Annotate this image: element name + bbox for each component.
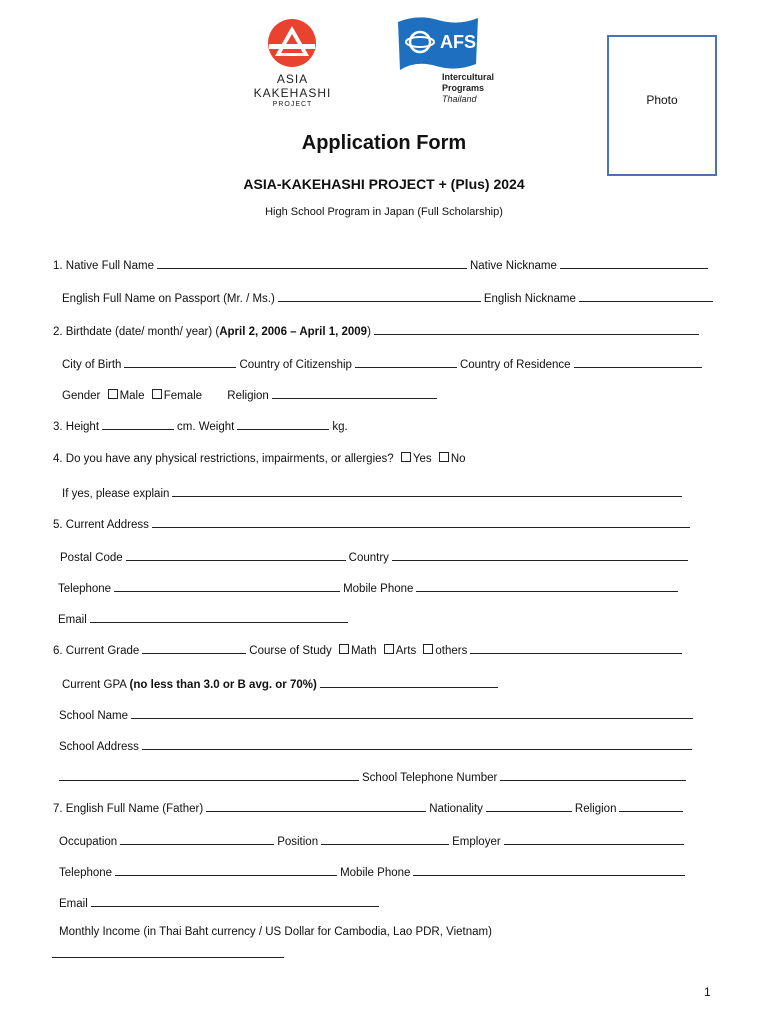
- country-citizenship-label: Country of Citizenship: [239, 359, 352, 371]
- postal-code-label: Postal Code: [60, 552, 123, 564]
- if-yes-field[interactable]: [172, 485, 682, 497]
- others-checkbox[interactable]: [423, 644, 433, 654]
- mobile-phone-field[interactable]: [416, 580, 678, 592]
- gender-label: Gender: [62, 390, 101, 402]
- current-gpa-label: Current GPA: [62, 679, 127, 691]
- female-label: Female: [163, 390, 203, 402]
- math-checkbox[interactable]: [339, 644, 349, 654]
- gpa-field[interactable]: [320, 676, 498, 688]
- father-mobile-phone-field[interactable]: [413, 864, 685, 876]
- page-subtitle: ASIA-KAKEHASHI PROJECT + (Plus) 2024: [243, 176, 525, 192]
- birthdate-range: April 2, 2006 – April 1, 2009: [219, 326, 368, 338]
- native-nickname-field[interactable]: [560, 257, 708, 269]
- row-height-weight: [53, 418, 348, 433]
- city-of-birth-label: City of Birth: [62, 359, 122, 371]
- weight-label: Weight: [198, 421, 235, 433]
- afs-logo-name: AFS: [440, 32, 476, 52]
- afs-logo-line3: Thailand: [442, 94, 477, 104]
- row-if-yes: [62, 485, 685, 500]
- row-birth-citizenship: [62, 356, 705, 371]
- religion-label: Religion: [227, 390, 269, 402]
- school-address-label: School Address: [59, 741, 139, 753]
- position-label: Position: [277, 836, 319, 848]
- row-gender-religion: [62, 387, 440, 402]
- row-monthly-income: [59, 926, 492, 938]
- school-address-field[interactable]: [142, 738, 692, 750]
- school-name-field[interactable]: [131, 707, 693, 719]
- father-religion-label: Religion: [574, 803, 617, 815]
- row-school-address: [59, 738, 695, 753]
- no-label: No: [450, 453, 466, 465]
- row-native-name: [53, 257, 711, 272]
- row-school-telephone: [59, 769, 689, 784]
- monthly-income-field[interactable]: [52, 957, 284, 958]
- program-description: High School Program in Japan (Full Scholarship): [265, 206, 503, 218]
- current-grade-field[interactable]: [142, 642, 246, 654]
- no-checkbox[interactable]: [439, 452, 449, 462]
- english-full-name-label: English Full Name on Passport (Mr. / Ms.): [62, 293, 275, 305]
- nationality-label: Nationality: [429, 803, 483, 815]
- asia-logo-line2: KAKEHASHI: [253, 86, 332, 100]
- page-title: Application Form: [301, 132, 467, 154]
- course-of-study-label: Course of Study: [249, 645, 332, 657]
- english-nickname-field[interactable]: [579, 290, 713, 302]
- row-current-address: [53, 516, 693, 531]
- religion-field[interactable]: [272, 387, 437, 399]
- father-name-label: 7. English Full Name (Father): [53, 803, 204, 815]
- school-telephone-label: School Telephone Number: [362, 772, 498, 784]
- afs-logo-line2: Programs: [442, 83, 485, 93]
- row-gpa: [62, 676, 501, 691]
- father-name-field[interactable]: [206, 800, 426, 812]
- father-email-label: Email: [59, 898, 88, 910]
- telephone-field[interactable]: [114, 580, 340, 592]
- gpa-note: (no less than 3.0 or B avg. or 70%): [129, 679, 317, 691]
- occupation-label: Occupation: [59, 836, 118, 848]
- row-grade-course: [53, 642, 685, 657]
- row-occupation: [59, 833, 687, 848]
- page-number: 1: [704, 985, 711, 999]
- birthdate-label: 2. Birthdate (date/ month/ year) (: [53, 326, 220, 338]
- female-checkbox[interactable]: [152, 389, 162, 399]
- country-residence-label: Country of Residence: [459, 359, 571, 371]
- birthdate-field[interactable]: [374, 323, 699, 335]
- row-father-name: [53, 800, 686, 815]
- row-father-telephone: [59, 864, 688, 879]
- row-telephone: [58, 580, 681, 595]
- email-label: Email: [58, 614, 87, 626]
- row-father-email: [59, 895, 382, 910]
- current-grade-label: 6. Current Grade: [53, 645, 140, 657]
- afs-logo-line1: Intercultural: [442, 72, 495, 82]
- country-field[interactable]: [392, 549, 688, 561]
- english-nickname-label: English Nickname: [483, 293, 576, 305]
- row-restrictions: [53, 452, 466, 465]
- father-mobile-phone-label: Mobile Phone: [340, 867, 411, 879]
- row-english-name: [62, 290, 716, 305]
- weight-field[interactable]: [237, 418, 329, 430]
- mobile-phone-label: Mobile Phone: [343, 583, 414, 595]
- row-email: [58, 611, 351, 626]
- row-birthdate: [53, 323, 702, 338]
- male-label: Male: [119, 390, 145, 402]
- email-field[interactable]: [90, 611, 348, 623]
- occupation-field[interactable]: [120, 833, 274, 845]
- native-full-name-field[interactable]: [157, 257, 467, 269]
- employer-label: Employer: [452, 836, 501, 848]
- others-field[interactable]: [470, 642, 682, 654]
- city-of-birth-field[interactable]: [124, 356, 236, 368]
- asia-kakehashi-logo: [245, 16, 340, 112]
- asia-logo-line3: PROJECT: [272, 101, 313, 108]
- yes-label: Yes: [412, 453, 432, 465]
- others-label: others: [435, 645, 468, 657]
- current-address-label: 5. Current Address: [53, 519, 149, 531]
- country-label: Country: [348, 552, 389, 564]
- country-residence-field[interactable]: [574, 356, 702, 368]
- birthdate-close: ): [367, 326, 371, 338]
- english-full-name-field[interactable]: [278, 290, 481, 302]
- father-telephone-field[interactable]: [115, 864, 337, 876]
- school-address-field-2[interactable]: [59, 769, 359, 781]
- native-nickname-label: Native Nickname: [469, 260, 557, 272]
- arts-label: Arts: [395, 645, 417, 657]
- current-address-field[interactable]: [152, 516, 690, 528]
- height-field[interactable]: [102, 418, 174, 430]
- math-label: Math: [350, 645, 377, 657]
- if-yes-label: If yes, please explain: [62, 488, 170, 500]
- school-telephone-field[interactable]: [500, 769, 686, 781]
- row-school-name: [59, 707, 696, 722]
- arts-checkbox[interactable]: [384, 644, 394, 654]
- father-email-field[interactable]: [91, 895, 379, 907]
- photo-label: Photo: [646, 93, 678, 107]
- afs-logo: [396, 14, 500, 104]
- restrictions-question: 4. Do you have any physical restrictions, impairments, or allergies?: [53, 453, 394, 465]
- telephone-label: Telephone: [58, 583, 112, 595]
- position-field[interactable]: [321, 833, 449, 845]
- postal-code-field[interactable]: [126, 549, 346, 561]
- father-religion-field[interactable]: [619, 800, 683, 812]
- cm-label: cm.: [177, 421, 196, 433]
- employer-field[interactable]: [504, 833, 684, 845]
- native-full-name-label: 1. Native Full Name: [53, 260, 154, 272]
- asia-logo-line1: ASIA: [276, 72, 309, 86]
- kg-label: kg.: [332, 421, 348, 433]
- country-citizenship-field[interactable]: [355, 356, 457, 368]
- row-postal-country: [60, 549, 691, 564]
- nationality-field[interactable]: [486, 800, 572, 812]
- father-telephone-label: Telephone: [59, 867, 113, 879]
- yes-checkbox[interactable]: [401, 452, 411, 462]
- school-name-label: School Name: [59, 710, 129, 722]
- male-checkbox[interactable]: [108, 389, 118, 399]
- height-label: 3. Height: [53, 421, 100, 433]
- monthly-income-label: Monthly Income (in Thai Baht currency / US Dollar for Cambodia, Lao PDR, Vietnam): [59, 926, 492, 938]
